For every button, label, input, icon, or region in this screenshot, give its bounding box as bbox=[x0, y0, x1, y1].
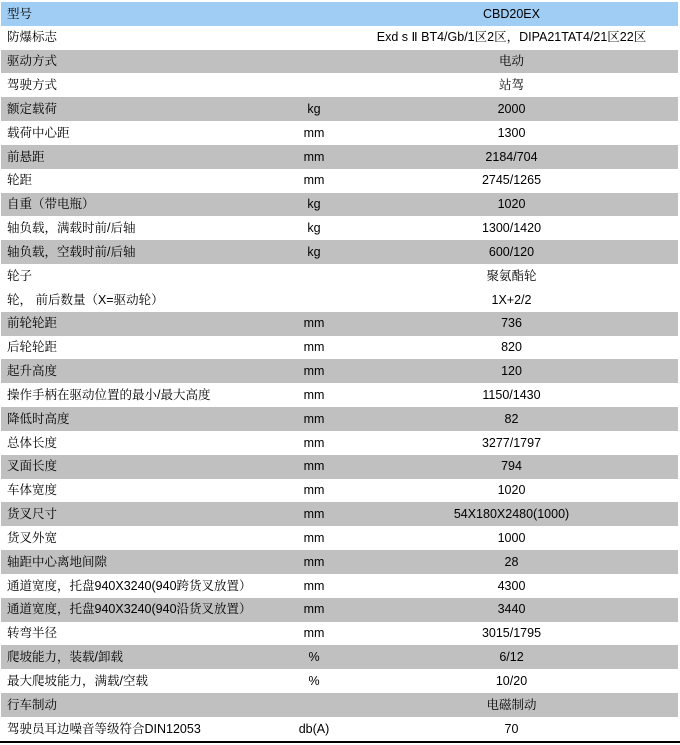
table-row bbox=[1, 97, 678, 121]
table-row bbox=[1, 645, 678, 669]
spec-label: 车体宽度 bbox=[7, 483, 58, 498]
spec-label: 总体长度 bbox=[7, 435, 58, 450]
spec-value: 站驾 bbox=[498, 78, 524, 93]
spec-unit: mm bbox=[303, 578, 325, 593]
table-row bbox=[1, 193, 678, 217]
spec-unit: mm bbox=[303, 387, 325, 402]
spec-label: 前悬距 bbox=[7, 149, 45, 164]
table-row bbox=[1, 574, 678, 598]
table-row bbox=[1, 359, 678, 383]
spec-value: 电磁制动 bbox=[486, 697, 537, 712]
spec-label: 额定载荷 bbox=[7, 101, 58, 116]
spec-value: 1300/1420 bbox=[481, 221, 542, 236]
table-row bbox=[1, 26, 678, 50]
table-row bbox=[1, 288, 678, 312]
spec-unit: mm bbox=[303, 435, 325, 450]
spec-label: 转弯半径 bbox=[7, 626, 58, 641]
spec-value: 1000 bbox=[497, 530, 526, 545]
spec-label: 叉面长度 bbox=[7, 459, 58, 474]
spec-value: 820 bbox=[501, 340, 522, 355]
spec-label: 降低时高度 bbox=[7, 411, 70, 426]
spec-value: 3015/1795 bbox=[481, 626, 542, 641]
spec-unit: kg bbox=[307, 101, 321, 116]
spec-unit: mm bbox=[303, 507, 325, 522]
spec-value: 28 bbox=[504, 554, 519, 569]
spec-value: 1020 bbox=[497, 483, 526, 498]
spec-label: 货叉外宽 bbox=[7, 530, 58, 545]
table-row bbox=[1, 264, 678, 288]
spec-label: 起升高度 bbox=[7, 364, 58, 379]
table-row bbox=[1, 383, 678, 407]
table-row bbox=[1, 502, 678, 526]
table-row bbox=[1, 216, 678, 240]
spec-unit: mm bbox=[303, 173, 325, 188]
spec-value: Exd s Ⅱ BT4/Gb/1区2区，DIPA21TAT4/21区22区 bbox=[376, 30, 647, 45]
spec-label: 爬坡能力，装载/卸载 bbox=[7, 650, 123, 665]
spec-value: 6/12 bbox=[499, 650, 524, 665]
spec-label: 防爆标志 bbox=[7, 30, 58, 45]
spec-value: 2184/704 bbox=[485, 149, 538, 164]
spec-value: 电动 bbox=[498, 54, 524, 69]
spec-label: 驾驶员耳边噪音等级符合DIN12053 bbox=[7, 721, 201, 736]
table-row bbox=[1, 73, 678, 97]
table-row bbox=[1, 669, 678, 693]
spec-value: 120 bbox=[501, 364, 522, 379]
spec-value: 1150/1430 bbox=[482, 387, 541, 402]
spec-value: 1300 bbox=[497, 125, 526, 140]
table-row bbox=[1, 145, 678, 169]
spec-label: 型号 bbox=[7, 6, 33, 21]
spec-label: 驾驶方式 bbox=[7, 78, 58, 93]
spec-unit: mm bbox=[303, 411, 325, 426]
spec-unit: % bbox=[308, 650, 320, 665]
spec-unit: mm bbox=[303, 364, 325, 379]
spec-unit: mm bbox=[303, 149, 325, 164]
spec-label: 前轮轮距 bbox=[7, 316, 58, 331]
spec-value: 794 bbox=[501, 459, 522, 474]
spec-unit: kg bbox=[307, 244, 321, 259]
table-row bbox=[1, 336, 678, 360]
spec-label: 轴负载，满载时前/后轴 bbox=[7, 221, 136, 236]
spec-unit: kg bbox=[307, 221, 321, 236]
spec-value: 4300 bbox=[497, 578, 526, 593]
spec-label: 轮子 bbox=[7, 268, 33, 283]
spec-unit: kg bbox=[307, 197, 321, 212]
table-row bbox=[1, 50, 678, 74]
spec-label: 自重（带电瓶） bbox=[7, 197, 95, 212]
spec-unit: mm bbox=[303, 483, 325, 498]
spec-value: 1X+2/2 bbox=[491, 292, 532, 307]
spec-value: CBD20EX bbox=[483, 6, 540, 21]
table-row bbox=[1, 312, 678, 336]
table-row bbox=[1, 431, 678, 455]
table-bottom-border bbox=[0, 741, 680, 743]
spec-value: 10/20 bbox=[495, 673, 528, 688]
spec-value: 70 bbox=[504, 721, 519, 736]
spec-label: 轮距 bbox=[7, 173, 33, 188]
spec-unit: mm bbox=[303, 626, 325, 641]
spec-value: 3440 bbox=[497, 602, 526, 617]
spec-value: 1020 bbox=[497, 197, 526, 212]
spec-label: 后轮轮距 bbox=[7, 340, 58, 355]
spec-unit: mm bbox=[303, 125, 325, 140]
spec-label: 轴负载，空载时前/后轴 bbox=[7, 244, 136, 259]
spec-value: 54X180X2480(1000) bbox=[453, 507, 570, 522]
spec-value: 600/120 bbox=[488, 244, 535, 259]
spec-value: 2745/1265 bbox=[481, 173, 542, 188]
table-row bbox=[1, 693, 678, 717]
spec-label: 操作手柄在驱动位置的最小/最大高度 bbox=[7, 387, 211, 402]
spec-label: 货叉尺寸 bbox=[7, 507, 58, 522]
spec-unit: db(A) bbox=[298, 721, 330, 736]
spec-label: 轴距中心离地间隙 bbox=[7, 554, 108, 569]
spec-unit: % bbox=[308, 673, 320, 688]
spec-unit: mm bbox=[303, 340, 325, 355]
spec-value: 736 bbox=[501, 316, 522, 331]
spec-value: 82 bbox=[504, 411, 519, 426]
spec-label: 载荷中心距 bbox=[7, 125, 70, 140]
spec-value: 3277/1797 bbox=[481, 435, 542, 450]
table-row bbox=[1, 169, 678, 193]
table-row bbox=[1, 2, 678, 26]
spec-label: 最大爬坡能力，满载/空载 bbox=[7, 673, 148, 688]
spec-label: 通道宽度，托盘940X3240(940跨货叉放置） bbox=[7, 578, 252, 593]
spec-unit: mm bbox=[303, 459, 325, 474]
spec-label: 驱动方式 bbox=[7, 54, 58, 69]
spec-value: 聚氨酯轮 bbox=[486, 268, 537, 283]
table-row bbox=[1, 407, 678, 431]
spec-table-rows bbox=[0, 2, 680, 741]
table-row bbox=[1, 526, 678, 550]
spec-unit: mm bbox=[303, 602, 325, 617]
table-row bbox=[1, 240, 678, 264]
table-row bbox=[1, 622, 678, 646]
table-row bbox=[1, 550, 678, 574]
table-row bbox=[1, 598, 678, 622]
table-row bbox=[1, 479, 678, 503]
spec-unit: mm bbox=[303, 316, 325, 331]
spec-value: 2000 bbox=[497, 101, 526, 116]
table-row bbox=[1, 121, 678, 145]
spec-label: 行车制动 bbox=[7, 697, 58, 712]
spec-label: 轮， 前后数量（X=驱动轮） bbox=[7, 292, 164, 307]
table-row bbox=[1, 455, 678, 479]
table-row bbox=[1, 717, 678, 741]
spec-unit: mm bbox=[303, 530, 325, 545]
spec-label: 通道宽度，托盘940X3240(940沿货叉放置） bbox=[7, 602, 252, 617]
spec-unit: mm bbox=[303, 554, 325, 569]
